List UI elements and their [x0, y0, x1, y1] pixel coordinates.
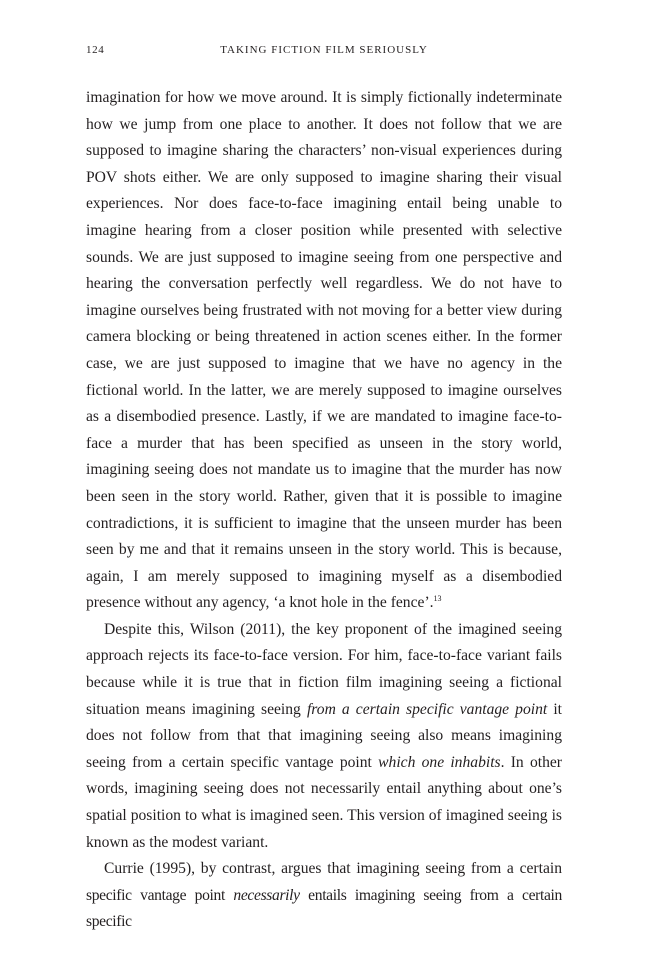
paragraph-3-text-a: Currie (1995), by contrast, argues that imagining seeing from a certain — [104, 860, 562, 878]
paragraph-1-text: imagination for how we move around. It is simply fictionally indeterminate how we jump from one place to another. It does not follow that we are supposed to imagine sharing the characters’ non-visual experiences during POV shots either. We are only supposed to imagine sharing their visual experiences. Nor does face-to-face imagining entail being unable to imagine hearing from a closer position while presented with selective sounds. We are just supposed to imagine seeing from one perspective and hearing the conversation perfectly well regardless. We do not have to imagine ourselves being frustrated with not moving for a better view during camera blocking or being threatened in action scenes either. In the former case, we are just supposed to imagine that we have no agency in the fictional world. In the latter, we are merely supposed to imagine ourselves as a disembodied presence. Lastly, if we are mandated to imagine face-to-face a murder that has been specified as unseen in the story world, imagining seeing does not mandate us to imagine that the murder has now been seen in the story world. Rather, given that it is possible to imagine contradictions, it is sufficient to imagine that the unseen murder has been seen by me and that it remains unseen in the story world. This is because, again, I am merely supposed to imagining myself as a disembodied presence without any agency, ‘a knot hole in the fence’. — [86, 89, 562, 612]
paragraph-2-text-c: . In other words, imagining seeing does not necessarily entail anything about one’s spatial position to what is imagined seen. This version of imagined seeing is known as the modest variant. — [86, 753, 562, 851]
paragraph-2 — [86, 617, 562, 856]
paragraph-1 — [86, 85, 562, 617]
paragraph-2-text-b: it does not follow from that that imagining seeing also means imagining seeing from a certain specific vantage point — [86, 700, 562, 771]
paragraph-2-italic-a: from a certain specific vantage point — [306, 700, 548, 718]
paragraph-3 — [86, 856, 562, 936]
paragraph-3-last-line — [86, 887, 562, 931]
running-title: TAKING FICTION FILM SERIOUSLY — [220, 44, 428, 56]
paragraph-2-text-a: Despite this, Wilson (2011), the key proponent of the imagined seeing approach rejects its face-to-face version. For him, face-to-face variant fails because while it is true that in fiction film imagining seeing a fictional situation means imagining seeing — [86, 620, 562, 718]
paragraph-3-text-b: specific vantage point — [86, 886, 234, 904]
paragraph-3-text-c: entails imagining seeing from a certain specific — [86, 886, 562, 931]
paragraph-2-italic-b: which one inhabits — [378, 753, 501, 771]
body-text — [86, 85, 562, 936]
running-head — [86, 44, 562, 62]
page-number: 124 — [86, 44, 105, 56]
footnote-reference: 13 — [433, 594, 442, 604]
paragraph-3-italic: necessarily — [233, 886, 300, 904]
